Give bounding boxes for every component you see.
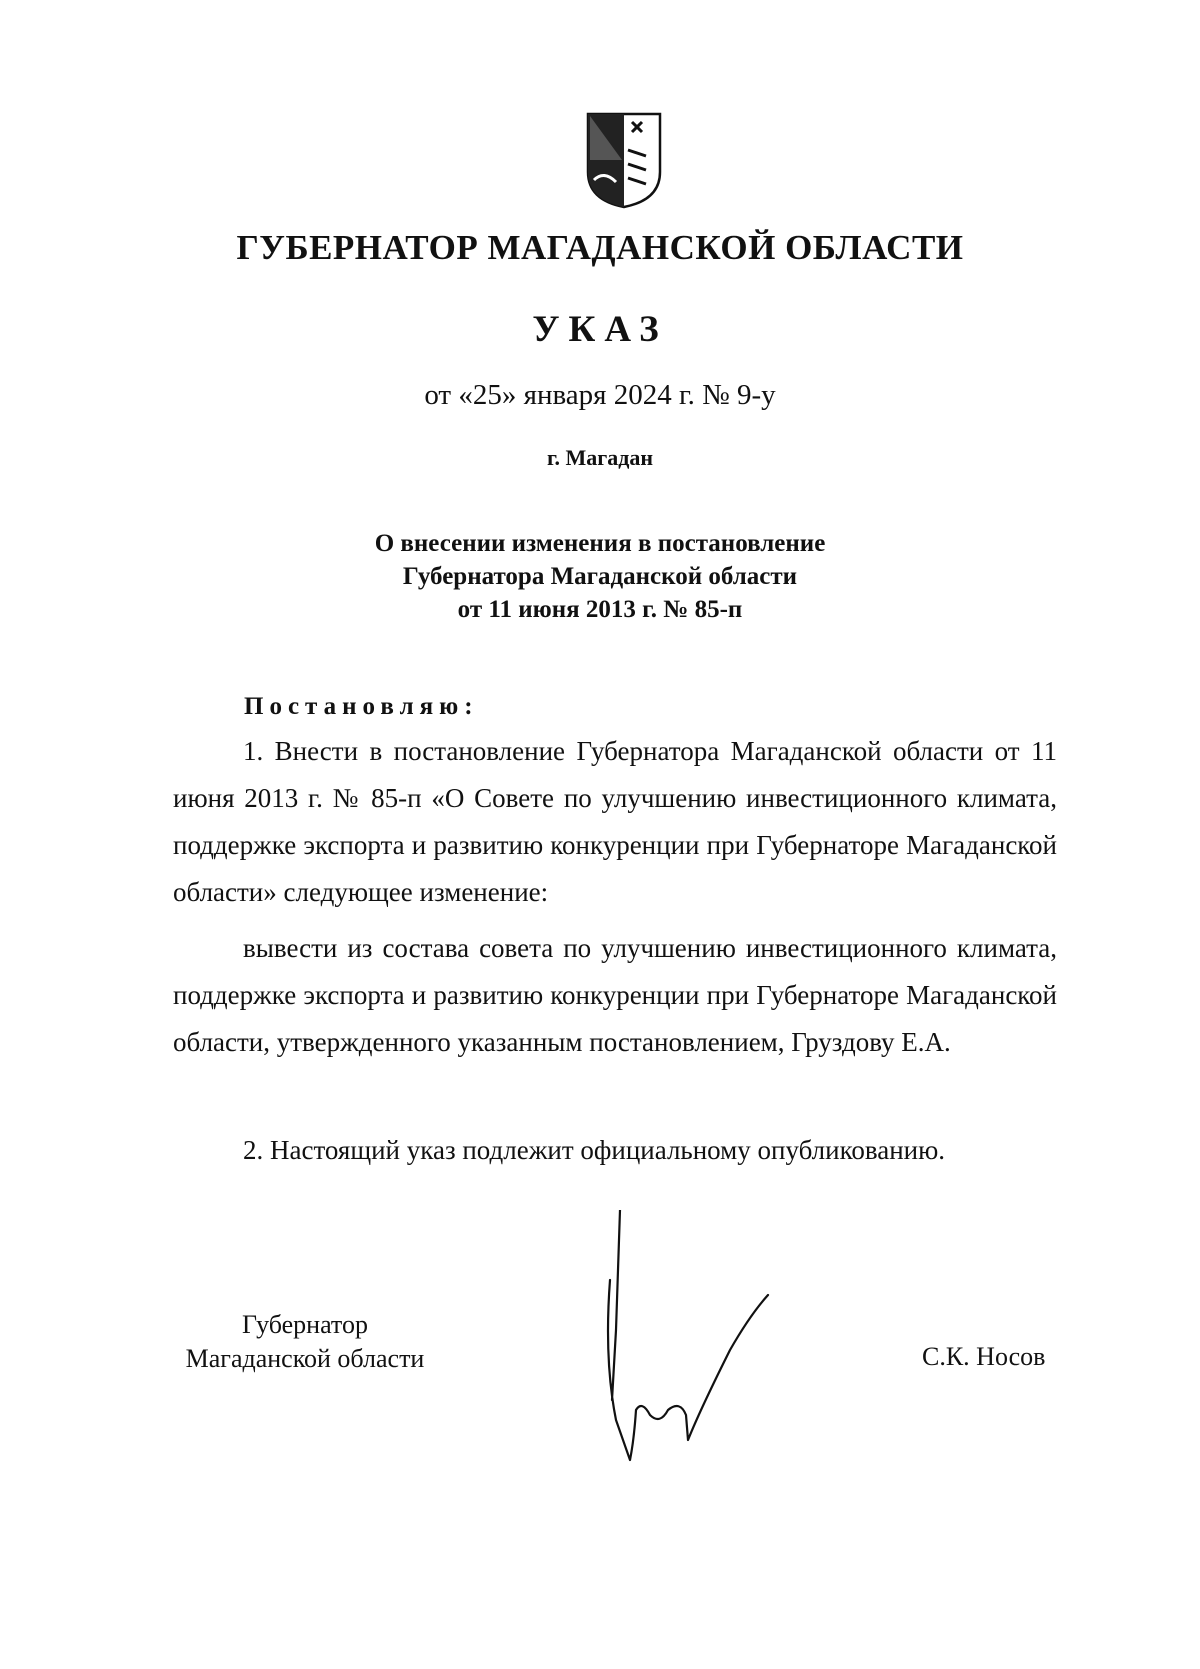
subject-line-3: от 11 июня 2013 г. № 85-п [457, 596, 743, 623]
subject-line-2: Губернатора Магаданской области [402, 563, 798, 590]
resolution-heading: Постановляю: [244, 693, 479, 720]
coat-of-arms-icon [584, 110, 664, 210]
signatory-name: С.К. Носов [922, 1342, 1046, 1371]
handwritten-signature [590, 1210, 800, 1470]
signatory-title [175, 1308, 435, 1376]
signatory-title-line-1: Губернатор [242, 1310, 368, 1339]
document-date-number: от «25» января 2024 г. № 9-у [424, 379, 776, 411]
document-city: г. Магадан [546, 445, 654, 470]
document-type: УКАЗ [532, 309, 668, 350]
paragraph-3 [173, 1127, 1057, 1174]
paragraph-1-text: 1. Внести в постановление Губернатора Магаданской области от 11 июня 2013 г. № 85-п «О Совете по улучшению инвестиционного климата, поддержке экспорта и развитию конкуренции при Губернаторе Магаданской области» следующее изменение: [173, 736, 1057, 907]
issuing-authority: ГУБЕРНАТОР МАГАДАНСКОЙ ОБЛАСТИ [236, 228, 964, 267]
subject-line-1: О внесении изменения в постановление [374, 530, 826, 557]
signatory-title-line-2: Магаданской области [185, 1344, 425, 1373]
paragraph-3-text: 2. Настоящий указ подлежит официальному опубликованию. [243, 1135, 946, 1165]
paragraph-2-text: вывести из состава совета по улучшению инвестиционного климата, поддержке экспорта и развитию конкуренции при Губернаторе Магаданской области, утвержденного указанным постановлением, Груздову Е.А. [173, 933, 1057, 1057]
paragraph-2 [173, 925, 1057, 1066]
paragraph-1 [173, 728, 1057, 916]
document-subject [0, 527, 1200, 626]
